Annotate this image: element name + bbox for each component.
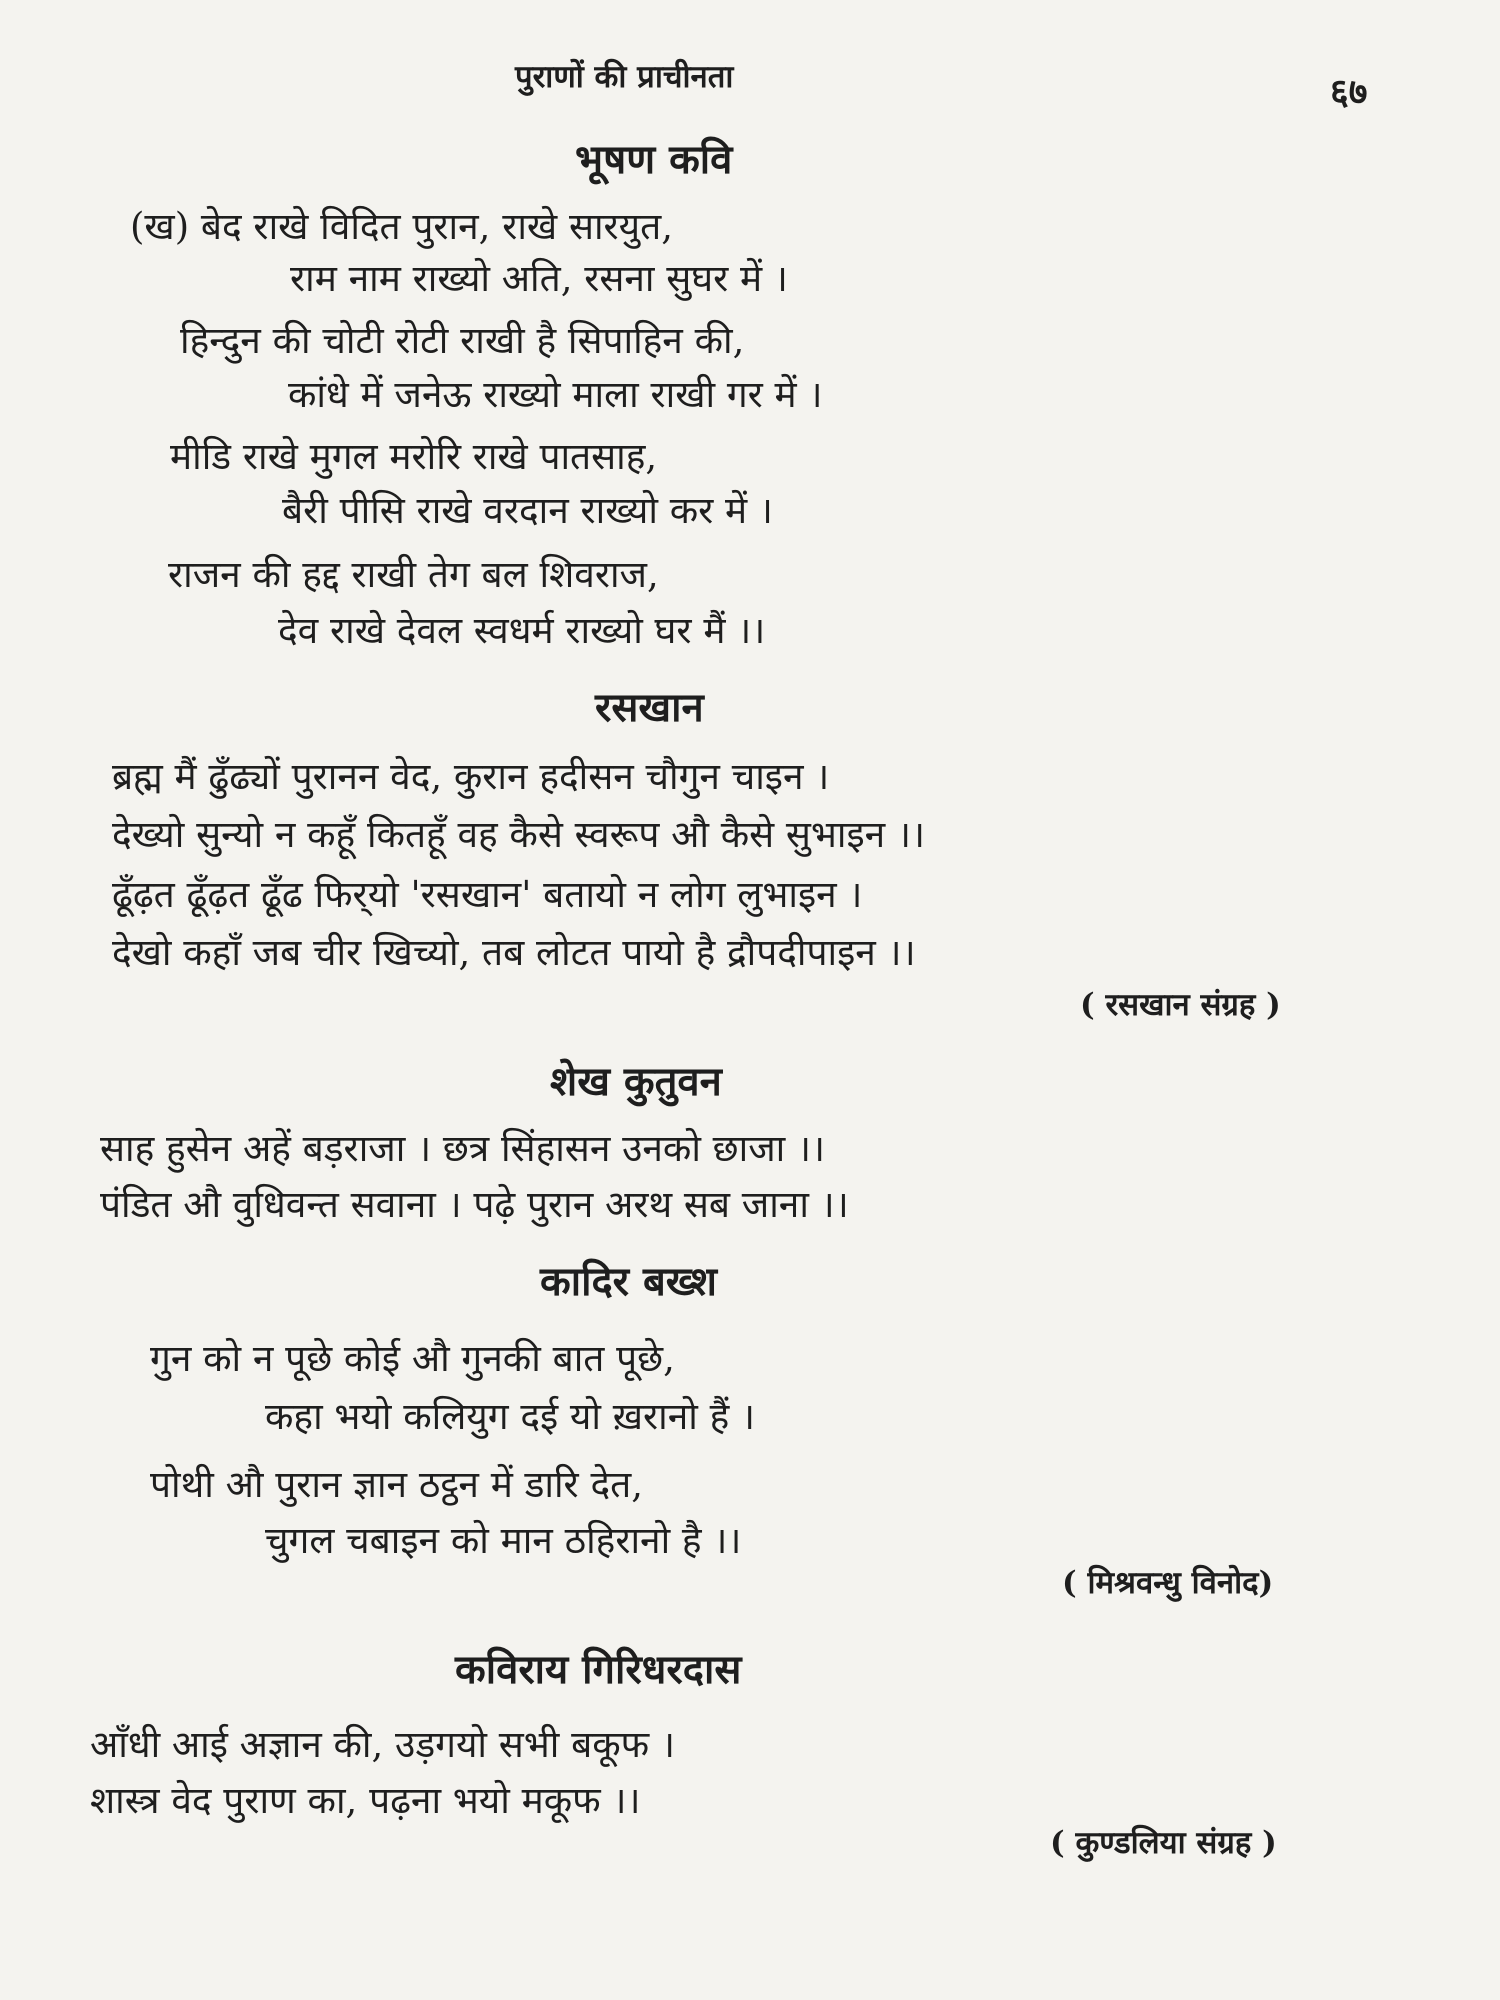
- verse-line: देव राखे देवल स्वधर्म राख्यो घर मैं ।।: [278, 609, 766, 652]
- section-heading-shekh-kutuvan: शेख कुतुवन: [550, 1058, 722, 1105]
- verse-line: हिन्दुन की चोटी रोटी राखी है सिपाहिन की,: [180, 319, 745, 362]
- section-heading-raskhan: रसखान: [595, 684, 704, 731]
- section-heading-bhushan: भूषण कवि: [575, 136, 733, 183]
- verse-line: मीडि राखे मुगल मरोरि राखे पातसाह,: [170, 435, 658, 478]
- verse-line: पंडित औ वुधिवन्त सवाना । पढ़े पुरान अरथ सब जाना ।।: [100, 1183, 849, 1226]
- verse-line: कांधे में जनेऊ राख्यो माला राखी गर में ।: [288, 373, 823, 416]
- verse-line: शास्त्र वेद पुराण का, पढ़ना भयो मकूफ ।।: [90, 1779, 641, 1822]
- verse-line: चुगल चबाइन को मान ठहिरानो है ।।: [265, 1519, 742, 1562]
- verse-line: गुन को न पूछे कोई औ गुनकी बात पूछे,: [150, 1337, 675, 1380]
- verse-line: कहा भयो कलियुग दई यो ख़रानो हैं ।: [265, 1395, 756, 1438]
- page-number: ६७: [1330, 71, 1368, 113]
- verse-line: ढूँढ़त ढूँढ़त ढूँढ फिर्‌यो 'रसखान' बतायो न लोग लुभाइन ।: [112, 873, 863, 916]
- verse-line: (ख) बेद राखे विदित पुरान, राखे सारयुत,: [130, 205, 673, 248]
- verse-line: राजन की हद्द राखी तेग बल शिवराज,: [168, 553, 659, 596]
- verse-line: देख्यो सुन्यो न कहूँ कितहूँ वह कैसे स्वरूप औ कैसे सुभाइन ।।: [112, 813, 926, 856]
- verse-line: बैरी पीसि राखे वरदान राख्यो कर में ।: [282, 489, 773, 532]
- source-citation: ( रसखान संग्रह ): [1080, 987, 1281, 1023]
- source-citation: ( मिश्रवन्धु विनोद): [1062, 1565, 1274, 1601]
- running-title: पुराणों की प्राचीनता: [515, 59, 734, 95]
- verse-line: आँधी आई अज्ञान की, उड़गयो सभी बकूफ ।: [90, 1723, 675, 1766]
- verse-line: साह हुसेन अहें बड़राजा । छत्र सिंहासन उनको छाजा ।।: [100, 1127, 826, 1170]
- source-citation: ( कुण्डलिया संग्रह ): [1050, 1825, 1277, 1861]
- verse-line: पोथी औ पुरान ज्ञान ठट्ठन में डारि देत,: [150, 1463, 643, 1506]
- verse-line: देखो कहाँ जब चीर खिच्यो, तब लोटत पायो है द्रौपदीपाइन ।।: [112, 931, 916, 974]
- section-heading-kadir-bakhsh: कादिर बख्श: [540, 1258, 717, 1305]
- verse-line: राम नाम राख्यो अति, रसना सुघर में ।: [290, 257, 788, 300]
- section-heading-giridhardas: कविराय गिरिधरदास: [455, 1646, 742, 1693]
- verse-line: ब्रह्म मैं ढुँढ्यों पुरानन वेद, कुरान हदीसन चौगुन चाइन ।: [112, 755, 830, 798]
